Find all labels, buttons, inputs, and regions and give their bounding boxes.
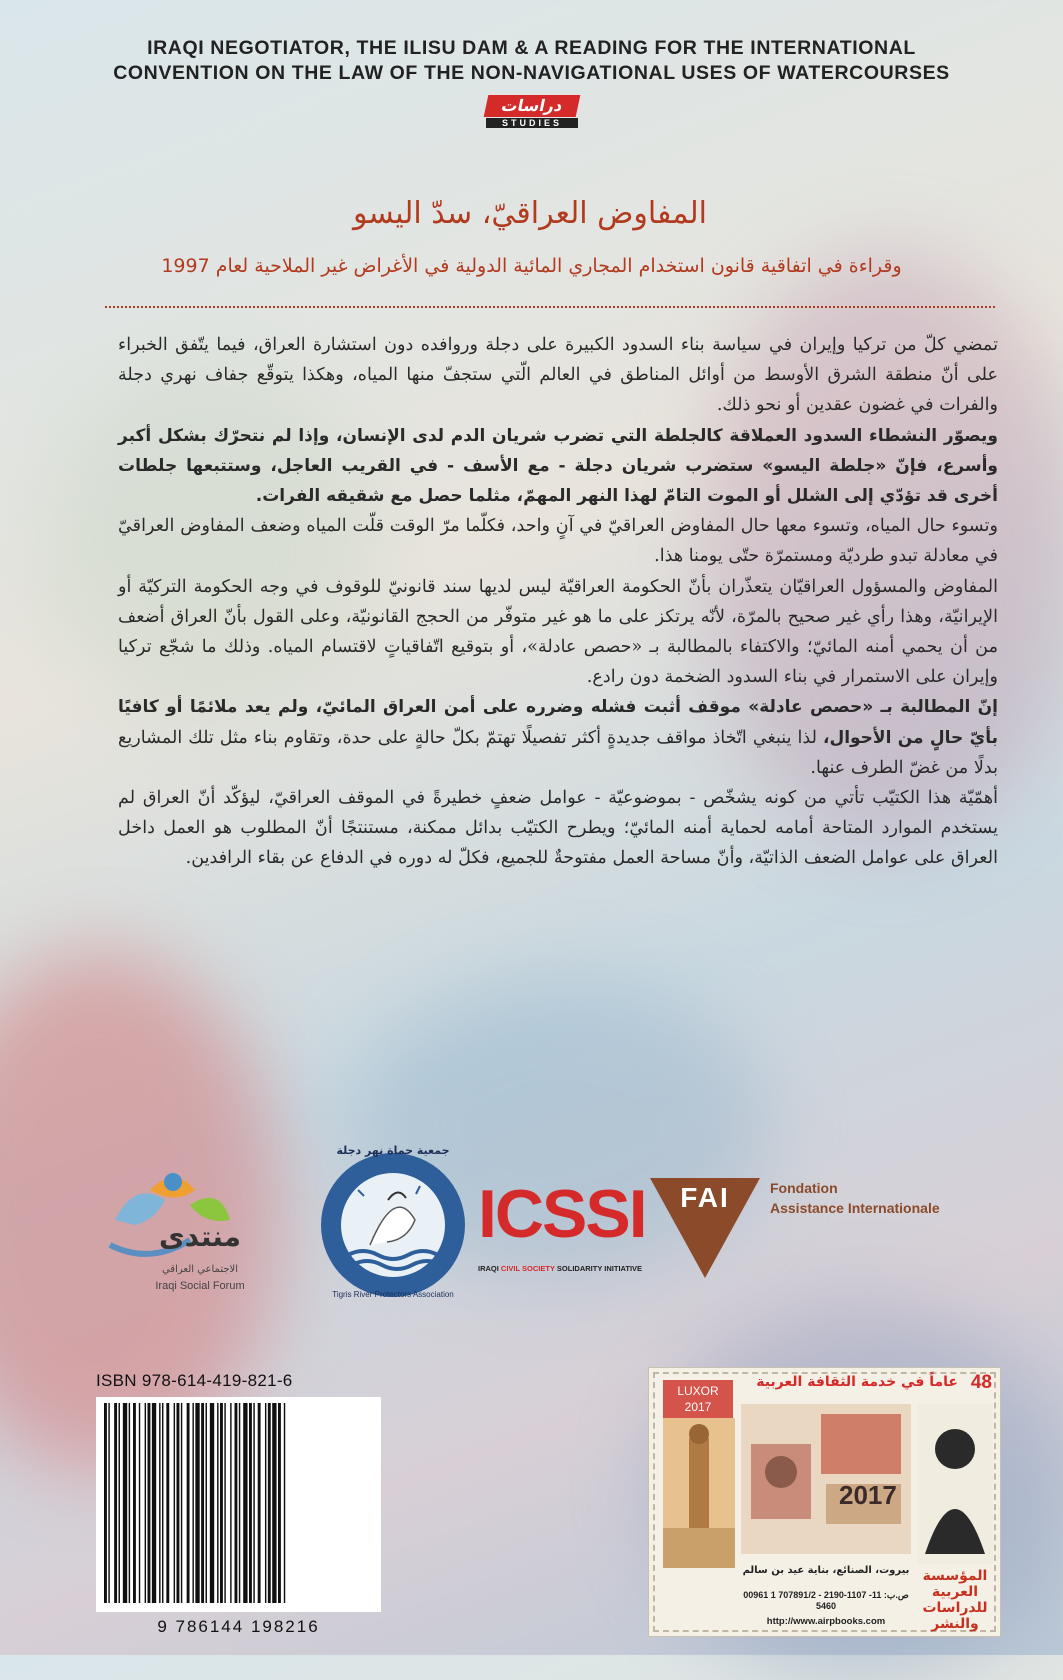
stamp-collage-icon — [741, 1404, 911, 1554]
blurb-regular-span: لذا ينبغي اتّخاذ مواقف جديدةٍ أكثر تفصيلًا تهتمّ بكلّ حالةٍ على حدة، وتقاوم بناء مثل تلك المشاريع بدلًا من غضّ الطرف عنها. — [118, 727, 998, 778]
stamp-publisher: المؤسسة العربية للدراسات والنشر — [922, 1568, 988, 1632]
icssi-subtitle-red: CIVIL SOCIETY — [500, 1264, 555, 1273]
forum-arabic-caption: الاجتماعي العراقي — [161, 1264, 239, 1275]
blurb-paragraph: أهمّيّة هذا الكتيّب تأتي من كونه يشخّص - بموضوعيّة - عوامل ضعفٍ خطيرةً في الموقف العراقيّ، ليؤكّد أنّ العراق لم يستخدم الموارد المتاحة أمامه لحماية أمنه المائيّ؛ ويطرح الكتيّب بدائل ممكنة، مستنتجًا أنّ المطلوب هو العمل داخل العراق على عوامل الضعف الذاتيّة، وأنّ مساحة العمل مفتوحةٌ للجميع، فكلّ له دوره في الدفاع عن بقاء الرافدين. — [118, 788, 998, 869]
blurb-text — [118, 330, 998, 874]
arabic-title: المفاوض العراقيّ، سدّ اليسو — [352, 196, 708, 231]
icssi-wordmark: ICSSI — [478, 1176, 646, 1252]
forum-english-caption: Iraqi Social Forum — [155, 1280, 245, 1292]
stamp-header: عاماً في خدمة الثقافة العربية — [756, 1374, 958, 1390]
blurb-paragraph-bold: ويصوّر النشطاء السدود العملاقة كالجلطة التي تضرب شريان الدم لدى الإنسان، وإذا لم نتحرّك بشكل أكبر وأسرع، فإنّ «جلطة اليسو» ستضرب شريان دجلة - مع الأسف - في القريب العاجل، وستتبعها جلطات أخرى قد تؤدّي إلى الشلل أو الموت التامّ لهذا النهر المهمّ، مثلما حصل مع شقيقه الفرات. — [118, 425, 998, 507]
english-title-line2: CONVENTION ON THE LAW OF THE NON-NAVIGATIONAL USES OF WATERCOURSES — [113, 62, 950, 84]
arabic-subtitle: وقراءة في اتفاقية قانون استخدام المجاري المائية الدولية في الأغراض غير الملاحية لعام 1997 — [161, 255, 902, 277]
barcode — [96, 1397, 381, 1612]
icssi-subtitle-pre: IRAQI — [478, 1264, 501, 1273]
stamp-url: http://www.airpbooks.com — [766, 1616, 886, 1627]
blurb-paragraph: وتسوء حال المياه، وتسوء معها حال المفاوض العراقيّ في آنٍ واحد، فكلّما مرّ الوقت قلّت المياه وضعف المفاوض العراقيّ في معادلة تبدو طرديّة ومستمرّة حتّى يومنا هذا. — [118, 516, 998, 567]
stamp-luxor-badge — [663, 1380, 733, 1418]
fai-name-line1: Fondation — [770, 1180, 838, 1196]
english-title-line1: IRAQI NEGOTIATOR, THE ILISU DAM & A READING FOR THE INTERNATIONAL — [147, 37, 916, 59]
tigris-english-name: Tigris River Protectors Association — [332, 1290, 454, 1299]
dotted-divider — [105, 306, 995, 308]
fai-logo — [650, 1178, 980, 1288]
icssi-subtitle — [478, 1264, 643, 1273]
stamp-phone: 00961 1 707891/2 - 2190-1107 ص.ب: 11-5460 — [743, 1590, 909, 1611]
stamp-address: بيروت، الصنائع، بناية عيد بن سالم — [742, 1565, 910, 1576]
fai-name — [770, 1178, 940, 1218]
fai-letters: FAI — [680, 1182, 730, 1213]
english-title — [40, 36, 1023, 86]
fai-name-line2: Assistance Internationale — [770, 1200, 940, 1216]
forum-emblem-icon — [95, 1160, 270, 1270]
tigris-river-protectors-logo — [318, 1144, 468, 1300]
stamp-price: 48 — [970, 1372, 992, 1393]
barcode-bars-icon — [96, 1397, 381, 1612]
blurb-paragraph-mixed — [118, 692, 998, 783]
tigris-arabic-name: جمعية حماة نهر دجلة — [336, 1144, 450, 1157]
blurb-paragraph: المفاوض والمسؤول العراقيّان يتعذّران بأنّ الحكومة العراقيّة ليس لديها سند قانونيّ للوقوف في وجه الحكومة التركيّة أو الإيرانيّة، وهذا رأي غير صحيح بالمرّة، لأنّه يرتكز على ما هو غير متوفّر من الحجج القانونيّة، وعلى القول بأنّ العراق أضعف من أن يحمي أمنه المائيّ؛ والاكتفاء بالمطالبة بـ «حصص عادلة»، أو بتوقيع اتّفاقياتٍ لاقتسام المياه. وذلك ما شجّع تركيا وإيران على الاستمرار في بناء السدود الضخمة دون رادع. — [118, 576, 998, 688]
blurb-bold-span: إنّ المطالبة بـ «حصص عادلة» موقف أثبت فشله وضرره على أمن العراق المائيّ، ولم يعد ملائمًا أو كافيًا بأيّ حالٍ من الأحوال، — [118, 697, 998, 748]
portrait-icon — [917, 1404, 993, 1564]
blurb-paragraph: تمضي كلّ من تركيا وإيران في سياسة بناء السدود الكبيرة على دجلة وروافده دون استشارة العراق، فيما يتّفق الخبراء على أنّ منطقة الشرق الأوسط من أوائل المناطق في العالم الّتي ستجفّ منها المياه، وهكذا يتوقّع جفاف نهري دجلة والفرات في غضون عقدين أو نحو ذلك. — [118, 335, 998, 416]
publisher-stamp — [648, 1367, 1001, 1637]
studies-logo-mark: دراسات — [484, 95, 581, 117]
stamp-luxor-line2: 2017 — [684, 1400, 712, 1414]
icssi-logo — [478, 1176, 646, 1288]
studies-logo — [486, 95, 578, 128]
barcode-digits: 9 786144 198216 — [157, 1617, 320, 1636]
stamp-year: 2017 — [839, 1480, 897, 1510]
statue-icon — [663, 1418, 735, 1568]
forum-arabic-name: منتدى — [158, 1220, 242, 1253]
isbn-label: ISBN 978-614-419-821-6 — [96, 1371, 293, 1390]
iraqi-social-forum-logo — [95, 1160, 270, 1300]
studies-logo-word: STUDIES — [486, 118, 578, 128]
tigris-seal-icon — [318, 1150, 468, 1300]
stamp-luxor-line1: LUXOR — [677, 1384, 719, 1398]
icssi-subtitle-post: SOLIDARITY INITIATIVE — [554, 1264, 643, 1273]
